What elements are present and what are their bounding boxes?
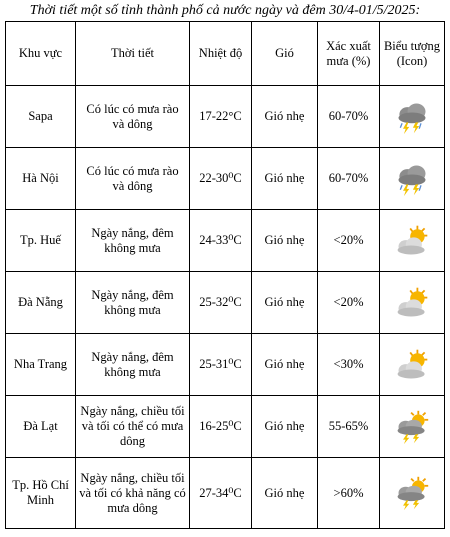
weather-cell: Ngày nắng, đêm không mưa bbox=[76, 272, 190, 334]
weather-cell: Ngày nắng, chiều tối và tối có khả năng có mưa dông bbox=[76, 458, 190, 529]
weather-cell: Ngày nắng, chiều tối và tối có thể có mưa dông bbox=[76, 396, 190, 458]
temperature-cell: 27-34⁰C bbox=[190, 458, 252, 529]
thunderstorm-cloud-icon bbox=[394, 161, 430, 197]
region-cell: Đà Nẵng bbox=[6, 272, 76, 334]
temperature-cell: 16-25⁰C bbox=[190, 396, 252, 458]
temperature-cell: 17-22°C bbox=[190, 86, 252, 148]
header-weather: Thời tiết bbox=[76, 22, 190, 86]
header-wind: Gió bbox=[252, 22, 318, 86]
header-region: Khu vực bbox=[6, 22, 76, 86]
wind-cell: Gió nhẹ bbox=[252, 396, 318, 458]
icon-cell bbox=[380, 396, 445, 458]
header-rain-chance: Xác xuất mưa (%) bbox=[318, 22, 380, 86]
region-cell: Nha Trang bbox=[6, 334, 76, 396]
weather-cell: Ngày nắng, đêm không mưa bbox=[76, 210, 190, 272]
wind-cell: Gió nhẹ bbox=[252, 86, 318, 148]
weather-cell: Có lúc có mưa rào và dông bbox=[76, 148, 190, 210]
region-cell: Tp. Hồ Chí Minh bbox=[6, 458, 76, 529]
icon-cell bbox=[380, 458, 445, 529]
sun-thunderstorm-icon bbox=[394, 409, 430, 445]
icon-cell bbox=[380, 86, 445, 148]
table-row bbox=[6, 396, 445, 458]
wind-cell: Gió nhẹ bbox=[252, 148, 318, 210]
temperature-cell: 25-32⁰C bbox=[190, 272, 252, 334]
region-cell: Hà Nội bbox=[6, 148, 76, 210]
rain-chance-cell: <30% bbox=[318, 334, 380, 396]
rain-chance-cell: 60-70% bbox=[318, 86, 380, 148]
wind-cell: Gió nhẹ bbox=[252, 272, 318, 334]
table-row bbox=[6, 272, 445, 334]
icon-cell bbox=[380, 272, 445, 334]
table-row bbox=[6, 210, 445, 272]
header-temperature: Nhiệt độ bbox=[190, 22, 252, 86]
temperature-cell: 25-31⁰C bbox=[190, 334, 252, 396]
table-row bbox=[6, 334, 445, 396]
table-header-row bbox=[6, 22, 445, 86]
table-row bbox=[6, 458, 445, 529]
partly-sunny-icon bbox=[394, 223, 430, 259]
sun-thunderstorm-icon bbox=[394, 475, 430, 511]
table-row bbox=[6, 86, 445, 148]
wind-cell: Gió nhẹ bbox=[252, 334, 318, 396]
partly-sunny-icon bbox=[394, 285, 430, 321]
rain-chance-cell: <20% bbox=[318, 210, 380, 272]
weather-table bbox=[5, 21, 445, 529]
table-row bbox=[6, 148, 445, 210]
partly-sunny-icon bbox=[394, 347, 430, 383]
icon-cell bbox=[380, 148, 445, 210]
temperature-cell: 22-30⁰C bbox=[190, 148, 252, 210]
region-cell: Sapa bbox=[6, 86, 76, 148]
rain-chance-cell: <20% bbox=[318, 272, 380, 334]
wind-cell: Gió nhẹ bbox=[252, 458, 318, 529]
rain-chance-cell: 60-70% bbox=[318, 148, 380, 210]
thunderstorm-cloud-icon bbox=[394, 99, 430, 135]
region-cell: Tp. Huế bbox=[6, 210, 76, 272]
table-caption: Thời tiết một số tỉnh thành phố cả nước ngày và đêm 30/4-01/5/2025: bbox=[29, 3, 421, 18]
rain-chance-cell: >60% bbox=[318, 458, 380, 529]
weather-cell: Ngày nắng, đêm không mưa bbox=[76, 334, 190, 396]
header-icon: Biểu tượng (Icon) bbox=[380, 22, 445, 86]
temperature-cell: 24-33⁰C bbox=[190, 210, 252, 272]
rain-chance-cell: 55-65% bbox=[318, 396, 380, 458]
wind-cell: Gió nhẹ bbox=[252, 210, 318, 272]
icon-cell bbox=[380, 210, 445, 272]
region-cell: Đà Lạt bbox=[6, 396, 76, 458]
weather-cell: Có lúc có mưa rào và dông bbox=[76, 86, 190, 148]
icon-cell bbox=[380, 334, 445, 396]
